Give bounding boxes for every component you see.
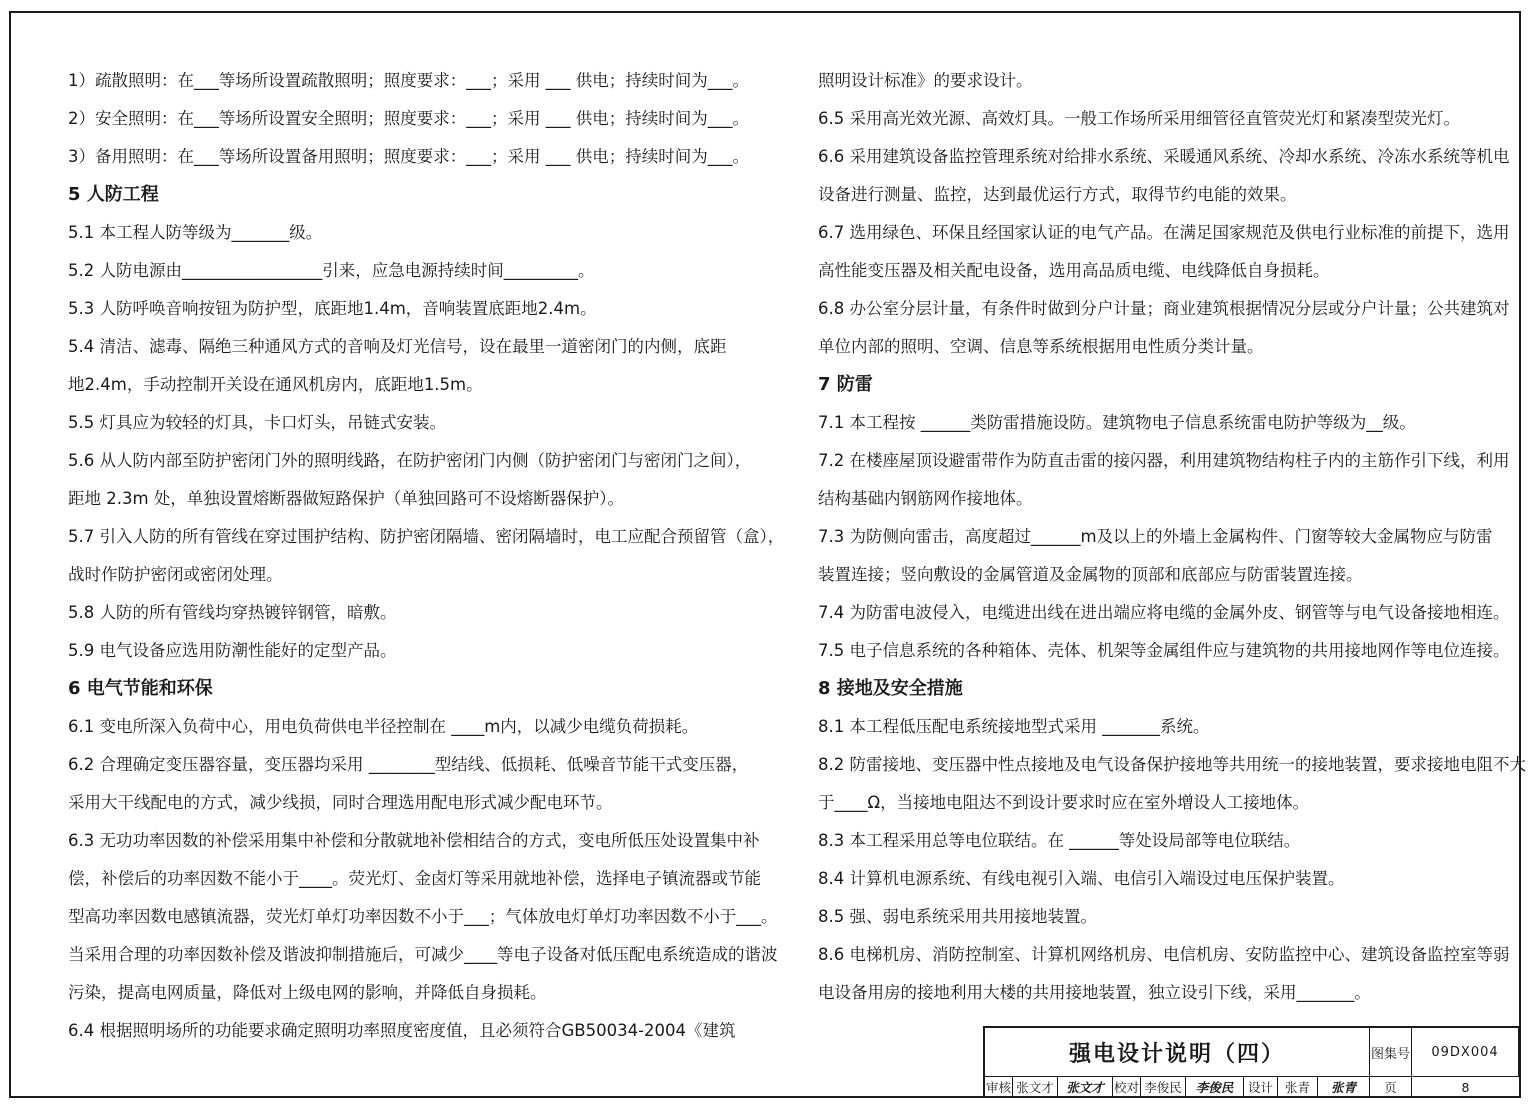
drawing-title: 强电设计说明（四） — [985, 1028, 1370, 1077]
text-line: 采用大干线配电的方式，减少线损，同时合理选用配电形式减少配电环节。 — [68, 793, 613, 812]
check-signature: 李俊民 — [1186, 1077, 1244, 1098]
review-label: 审核 — [985, 1077, 1013, 1098]
review-signature: 张文才 — [1058, 1077, 1113, 1098]
text-line: 偿，补偿后的功率因数不能小于____。荧光灯、金卤灯等采用就地补偿，选择电子镇流器或节能 — [68, 869, 761, 888]
text-line: 5.9 电气设备应选用防潮性能好的定型产品。 — [68, 641, 397, 660]
text-line: 7.5 电子信息系统的各种箱体、壳体、机架等金属组件应与建筑物的共用接地网作等电位连接。 — [818, 641, 1510, 660]
text-line: 6.4 根据照明场所的功能要求确定照明功率照度密度值，且必须符合GB50034-2004《建筑 — [68, 1021, 736, 1040]
text-line: 8.4 计算机电源系统、有线电视引入端、电信引入端设过电压保护装置。 — [818, 869, 1345, 888]
text-line: 5.4 清洁、滤毒、隔绝三种通风方式的音响及灯光信号，设在最里一道密闭门的内侧，底距 — [68, 337, 727, 356]
section-heading: 7 防雷 — [818, 374, 873, 395]
text-line: 7.2 在楼座屋顶设避雷带作为防直击雷的接闪器，利用建筑物结构柱子内的主筋作引下线，利用 — [818, 451, 1510, 470]
text-line: 战时作防护密闭或密闭处理。 — [68, 565, 283, 584]
text-line: 5.8 人防的所有管线均穿热镀锌钢管，暗敷。 — [68, 603, 397, 622]
text-line: 电设备用房的接地利用大楼的共用接地装置，独立设引下线，采用_______。 — [818, 983, 1371, 1002]
text-line: 6.1 变电所深入负荷中心，用电负荷供电半径控制在 ____m内，以减少电缆负荷损耗。 — [68, 717, 699, 736]
text-line: 地2.4m，手动控制开关设在通风机房内，底距地1.5m。 — [68, 375, 483, 394]
section-heading: 5 人防工程 — [68, 184, 159, 205]
page-label: 页 — [1370, 1077, 1412, 1098]
text-line: 7.1 本工程按 ______类防雷措施设防。建筑物电子信息系统雷电防护等级为__级。 — [818, 413, 1416, 432]
text-line: 5.2 人防电源由_________________引来，应急电源持续时间_________。 — [68, 261, 595, 280]
text-line: 6.6 采用建筑设备监控管理系统对给排水系统、采暖通风系统、冷却水系统、冷冻水系统等机电 — [818, 147, 1510, 166]
text-line: 型高功率因数电感镇流器，荧光灯单灯功率因数不小于___；气体放电灯单灯功率因数不小于___。 — [68, 907, 778, 926]
check-name: 李俊民 — [1141, 1077, 1186, 1098]
section-heading: 6 电气节能和环保 — [68, 678, 213, 699]
text-line: 5.7 引入人防的所有管线在穿过围护结构、防护密闭隔墙、密闭隔墙时，电工应配合预留管（盒）， — [68, 527, 785, 546]
text-line: 1）疏散照明：在___等场所设置疏散照明；照度要求：___；采用 ___ 供电；持续时间为___。 — [68, 71, 749, 90]
text-line: 当采用合理的功率因数补偿及谐波抑制措施后，可减少____等电子设备对低压配电系统造成的谐波 — [68, 945, 778, 964]
text-line: 8.2 防雷接地、变压器中性点接地及电气设备保护接地等共用统一的接地装置，要求接地电阻不大 — [818, 755, 1526, 774]
design-signature: 张青 — [1318, 1077, 1370, 1098]
text-line: 6.3 无功功率因数的补偿采用集中补偿和分散就地补偿相结合的方式，变电所低压处设置集中补 — [68, 831, 760, 850]
text-line: 距地 2.3m 处，单独设置熔断器做短路保护（单独回路可不设熔断器保护）。 — [68, 489, 625, 508]
text-line: 8.5 强、弱电系统采用共用接地装置。 — [818, 907, 1097, 926]
design-label: 设计 — [1244, 1077, 1278, 1098]
atlas-label: 图集号 — [1370, 1028, 1412, 1077]
text-line: 于____Ω，当接地电阻达不到设计要求时应在室外增设人工接地体。 — [818, 793, 1310, 812]
text-line: 8.6 电梯机房、消防控制室、计算机网络机房、电信机房、安防监控中心、建筑设备监控室等弱 — [818, 945, 1510, 964]
text-line: 6.8 办公室分层计量，有条件时做到分户计量；商业建筑根据情况分层或分户计量；公共建筑对 — [818, 299, 1510, 318]
text-line: 2）安全照明：在___等场所设置安全照明；照度要求：___；采用 ___ 供电；持续时间为___。 — [68, 109, 749, 128]
text-line: 7.3 为防侧向雷击，高度超过______m及以上的外墙上金属构件、门窗等较大金属物应与防雷 — [818, 527, 1493, 546]
text-line: 3）备用照明：在___等场所设置备用照明；照度要求：___；采用 ___ 供电；持续时间为___。 — [68, 147, 749, 166]
text-line: 照明设计标准》的要求设计。 — [818, 71, 1033, 90]
title-block — [983, 1026, 1521, 1098]
text-line: 6.2 合理确定变压器容量，变压器均采用 ________型结线、低损耗、低噪音节能干式变压器， — [68, 755, 749, 774]
left-column — [68, 62, 785, 1050]
text-line: 5.6 从人防内部至防护密闭门外的照明线路，在防护密闭门内侧（防护密闭门与密闭门之间）， — [68, 451, 752, 470]
atlas-number: 09DX004 — [1412, 1028, 1519, 1077]
text-line: 污染，提高电网质量，降低对上级电网的影响，并降低自身损耗。 — [68, 983, 547, 1002]
text-line: 结构基础内钢筋网作接地体。 — [818, 489, 1033, 508]
design-name: 张青 — [1278, 1077, 1318, 1098]
text-line: 7.4 为防雷电波侵入，电缆进出线在进出端应将电缆的金属外皮、钢管等与电气设备接地相连。 — [818, 603, 1510, 622]
text-line: 8.1 本工程低压配电系统接地型式采用 _______系统。 — [818, 717, 1210, 736]
text-line: 6.7 选用绿色、环保且经国家认证的电气产品。在满足国家规范及供电行业标准的前提下，选用 — [818, 223, 1510, 242]
signature-row — [985, 1077, 1519, 1098]
text-line: 单位内部的照明、空调、信息等系统根据用电性质分类计量。 — [818, 337, 1264, 356]
text-line: 6.5 采用高光效光源、高效灯具。一般工作场所采用细管径直管荧光灯和紧凑型荧光灯。 — [818, 109, 1460, 128]
text-line: 5.3 人防呼唤音响按钮为防护型，底距地1.4m，音响装置底距地2.4m。 — [68, 299, 597, 318]
right-column — [818, 62, 1526, 1012]
text-line: 装置连接；竖向敷设的金属管道及金属物的顶部和底部应与防雷装置连接。 — [818, 565, 1363, 584]
text-line: 5.1 本工程人防等级为_______级。 — [68, 223, 323, 242]
check-label: 校对 — [1113, 1077, 1141, 1098]
page-number: 8 — [1461, 1080, 1470, 1095]
text-line: 8.3 本工程采用总等电位联结。在 ______等处设局部等电位联结。 — [818, 831, 1301, 850]
text-line: 高性能变压器及相关配电设备，选用高品质电缆、电线降低自身损耗。 — [818, 261, 1330, 280]
review-name: 张文才 — [1013, 1077, 1058, 1098]
text-line: 5.5 灯具应为较轻的灯具，卡口灯头，吊链式安装。 — [68, 413, 446, 432]
section-heading: 8 接地及安全措施 — [818, 678, 963, 699]
text-line: 设备进行测量、监控，达到最优运行方式，取得节约电能的效果。 — [818, 185, 1297, 204]
